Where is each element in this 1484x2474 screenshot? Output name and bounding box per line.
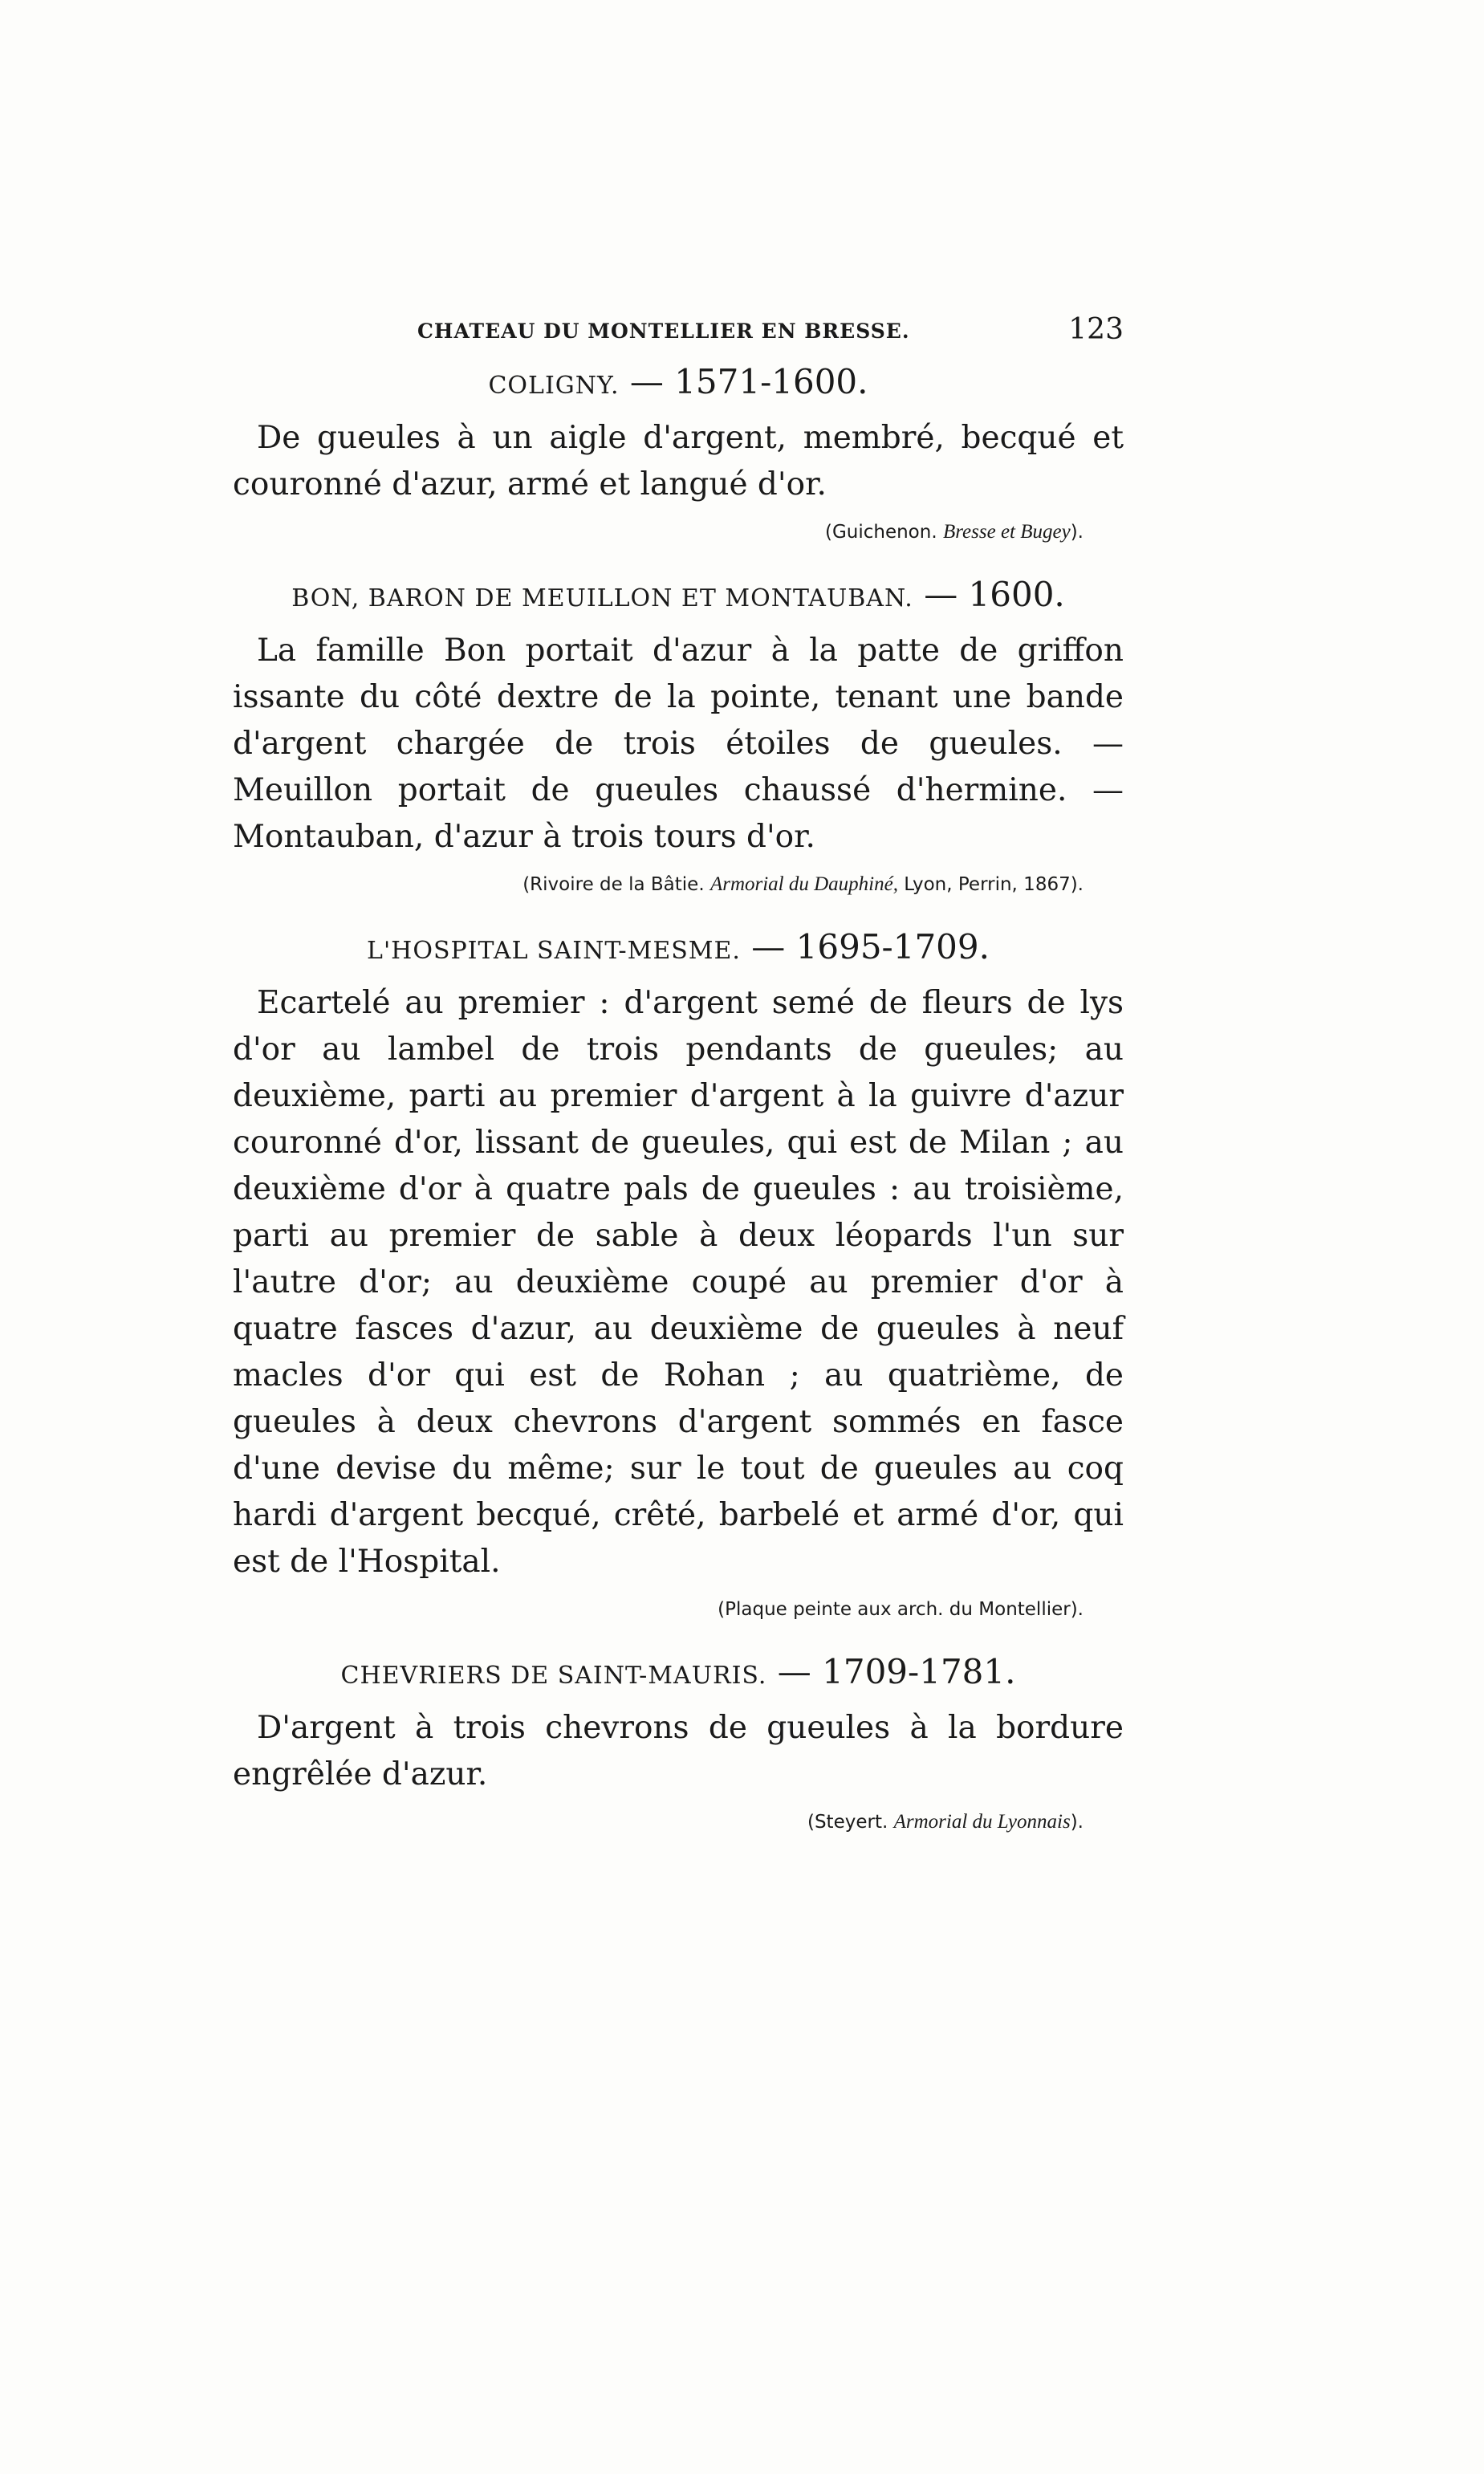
- blazon-text: D'argent à trois chevrons de gueules à la bordure engrêlée d'azur.: [233, 1710, 1124, 1792]
- section-heading: [233, 360, 1124, 409]
- date-range: 1571-1600.: [674, 362, 868, 401]
- page-number: 123: [1068, 313, 1124, 346]
- heading-dash: —: [913, 575, 969, 614]
- section-coligny: [233, 360, 1124, 548]
- heading-dash: —: [619, 362, 675, 401]
- section-chevriers: [233, 1650, 1124, 1838]
- family-name: BON, BARON DE MEUILLON ET MONTAUBAN.: [291, 584, 913, 612]
- source-citation: (Rivoire de la Bâtie. Armorial du Dauphiné, Lyon, Perrin, 1867).: [522, 873, 1084, 895]
- source-citation: (Steyert. Armorial du Lyonnais).: [807, 1811, 1084, 1833]
- date-range: 1600.: [968, 575, 1065, 614]
- source-citation: (Guichenon. Bresse et Bugey).: [824, 521, 1084, 543]
- blazon-text: La famille Bon portait d'azur à la patte de griffon issante du côté dextre de la pointe, tenant une bande d'argent chargée de trois étoiles de gueules. — Meuillon portait de gueules chaussé d'hermine. — Montauban, d'azur à trois tours d'or.: [233, 633, 1124, 855]
- family-name: CHEVRIERS DE SAINT-MAURIS.: [340, 1662, 767, 1690]
- section-bon: [233, 572, 1124, 901]
- source-citation: (Plaque peinte aux arch. du Montellier).: [718, 1599, 1084, 1620]
- blazon-text: Ecartelé au premier : d'argent semé de fleurs de lys d'or au lambel de trois pendants de gueules; au deuxième, parti au premier d'argent à la guivre d'azur couronné d'or, lissant de gueules, qui est de Milan ; au deuxième d'or à quatre pals de gueules : au troisième, parti au premier de sable à deux léopards l'un sur l'autre d'or; au deuxième coupé au premier d'or à quatre fasces d'azur, au deuxième de gueules à neuf macles d'or qui est de Rohan ; au quatrième, de gueules à deux chevrons d'argent sommés en fasce d'une devise du même; sur le tout de gueules au coq hardi d'argent becqué, crêté, barbelé et armé d'or, qui est de l'Hospital.: [233, 985, 1124, 1580]
- family-name: L'HOSPITAL SAINT-MESME.: [367, 937, 741, 965]
- heading-dash: —: [740, 927, 796, 966]
- heading-dash: —: [766, 1652, 823, 1691]
- section-hospital: [233, 925, 1124, 1626]
- section-heading: [233, 1650, 1124, 1699]
- section-heading: [233, 925, 1124, 974]
- running-head: [233, 305, 1124, 353]
- page: [233, 305, 1124, 1862]
- date-range: 1709-1781.: [822, 1652, 1016, 1691]
- blazon-text: De gueules à un aigle d'argent, membré, becqué et couronné d'azur, armé et langué d'or.: [233, 420, 1124, 503]
- family-name: COLIGNY.: [488, 372, 620, 400]
- date-range: 1695-1709.: [795, 927, 990, 966]
- running-title: CHATEAU DU MONTELLIER EN BRESSE.: [417, 319, 910, 343]
- section-heading: [233, 572, 1124, 621]
